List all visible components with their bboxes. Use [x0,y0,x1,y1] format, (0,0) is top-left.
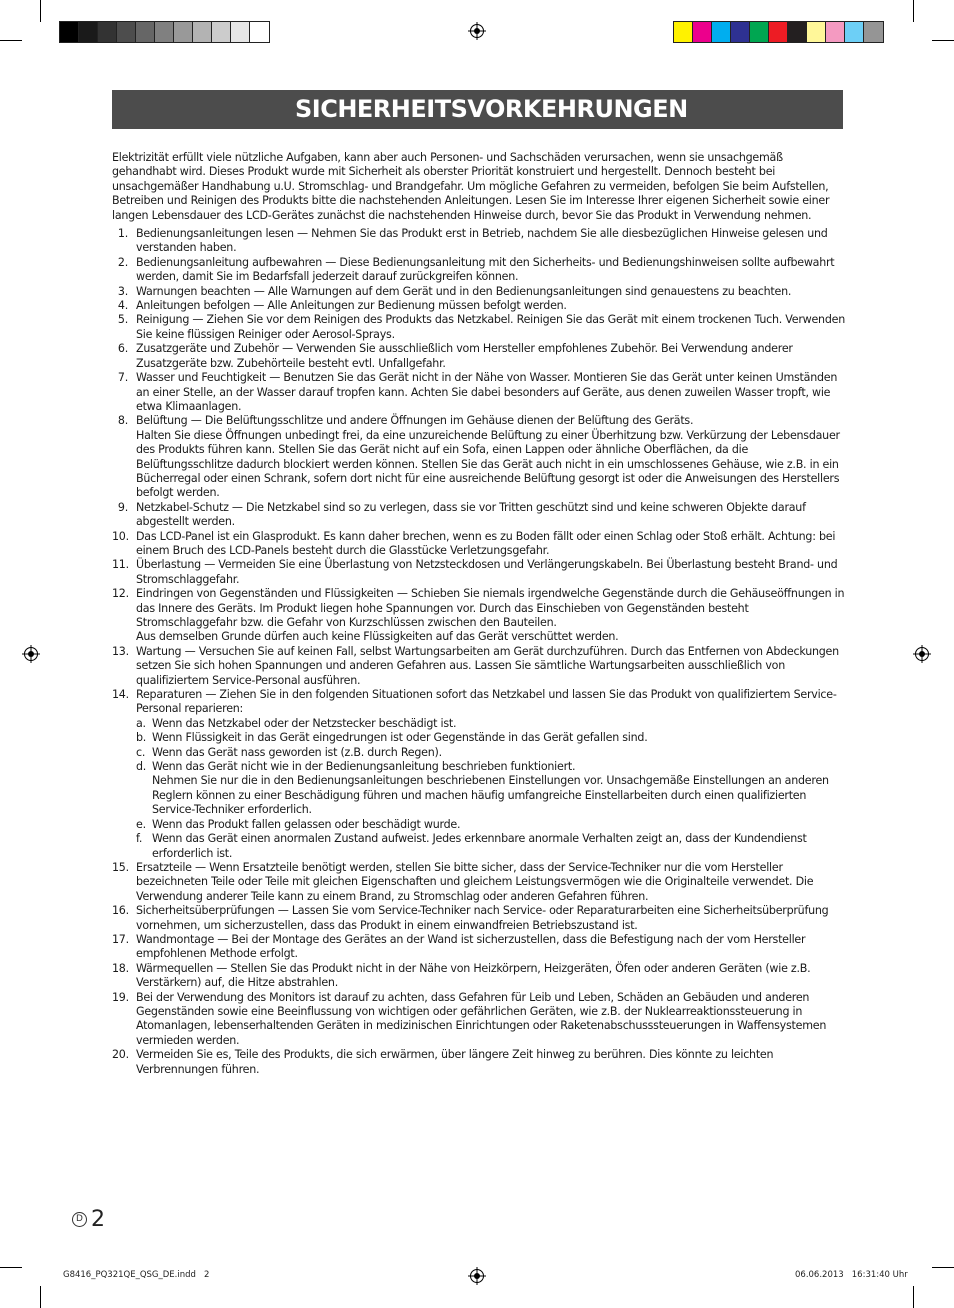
color-swatch [712,22,731,42]
item-number: 15. [112,860,129,874]
sub-list-item [136,746,847,760]
item-text: Belüftung — Die Belüftungsschlitze und andere Öffnungen im Gehäuse dienen der Belüftung des Geräts. [136,414,694,428]
crop-mark [40,0,41,22]
list-item [112,285,847,299]
safety-content [112,151,847,1077]
color-swatch [155,22,174,42]
registration-mark-icon [468,1267,486,1285]
section-title-bar [112,90,843,129]
color-swatch [750,22,769,42]
sub-item-text: Wenn Flüssigkeit in das Gerät eingedrungen ist oder Gegenstände in das Gerät gefallen sind. [152,731,648,745]
list-item [112,587,847,645]
list-item [112,558,847,587]
item-text: Wartung — Versuchen Sie auf keinen Fall, selbst Wartungsarbeiten am Gerät durchzuführen. Durch das Entfernen von Abdeckungen setzen Sie sich hohen Spannungen und anderen Gefahren aus. Lassen Sie sämtliche Wartungsarbeiten ausschließlich von qualifiziertem Service-Personal ausführen. [136,644,839,687]
item-text: Wasser und Feuchtigkeit — Benutzen Sie das Gerät nicht in der Nähe von Wasser. Montieren Sie das Gerät unter keinen Umständen an einer Stelle, an der Wasser darauf tropfen kann. Achten Sie dabei besonders auf Geräte, aus denen zuweilen Wasser tropft, wie etwa Klimaanlagen. [136,371,838,413]
color-swatch [117,22,136,42]
item-text: Sicherheitsüberprüfungen — Lassen Sie vom Service-Techniker nach Service- oder Reparaturarbeiten eine Sicherheitsüberprüfung vornehmen, um sicherzustellen, dass das Produkt in einem einwandfreien Betriebszustand ist. [136,904,829,932]
color-swatch [864,22,883,42]
sub-item-text: Wenn das Gerät nass geworden ist (z.B. durch Regen). [152,745,442,759]
list-item [112,688,847,861]
language-badge: D [72,1212,87,1227]
safety-list [112,227,847,1077]
item-text: Bedienungsanleitungen lesen — Nehmen Sie das Produkt erst in Betrieb, nachdem Sie alle diesbezüglichen Hinweise gelesen und verstanden haben. [136,227,828,255]
item-number: 14. [112,688,129,702]
list-item [112,342,847,371]
item-number: 12. [112,587,129,601]
color-swatch [231,22,250,42]
color-swatch [98,22,117,42]
registration-mark-icon [913,645,931,663]
list-item [112,1048,847,1077]
grayscale-calibration-bar [59,21,270,43]
color-swatch [212,22,231,42]
registration-mark-icon [468,22,486,40]
color-swatch [174,22,193,42]
crop-mark [0,1267,22,1268]
crop-mark [932,1267,954,1268]
sub-list [136,717,847,861]
list-item [112,299,847,313]
item-number: 4. [117,299,128,313]
list-item [112,645,847,688]
crop-mark [40,1286,41,1308]
print-timestamp: 06.06.2013 16:31:40 Uhr [795,1270,908,1280]
item-number: 2. [117,255,128,269]
sub-item-text: Wenn das Gerät nicht wie in der Bedienungsanleitung beschrieben funktioniert. [152,760,576,774]
item-text: Wandmontage — Bei der Montage des Gerätes an der Wand ist sicherzustellen, dass die Befestigung nach der vom Hersteller empfohlenen Methode erfolgt. [136,932,806,961]
list-item [112,861,847,904]
item-text: Netzkabel-Schutz — Die Netzkabel sind so zu verlegen, dass sie vor Tritten geschützt sind und keine schweren Objekte darauf abgestellt werden. [136,500,806,529]
item-text: Reinigung — Ziehen Sie vor dem Reinigen des Produkts das Netzkabel. Reinigen Sie das Gerät mit einem trockenen Tuch. Verwenden Sie keine flüssigen Reiniger oder Aerosol-Sprays. [136,313,845,341]
sub-item-letter: c. [136,745,146,759]
item-number: 9. [117,500,128,514]
sub-list-item [136,731,847,745]
item-number: 7. [117,371,128,385]
crop-mark [913,0,914,22]
list-item [112,962,847,991]
item-number: 18. [112,961,129,975]
item-text: Anleitungen befolgen — Alle Anleitungen zur Bedienung müssen befolgt werden. [136,299,567,313]
list-item [112,501,847,530]
list-item [112,414,847,500]
item-number: 17. [112,932,129,946]
crop-mark [0,40,22,41]
page-number: 2 [91,1207,105,1232]
intro-paragraph: Elektrizität erfüllt viele nützliche Aufgaben, kann aber auch Personen- und Sachschäden verursachen, wenn sie unsachgemäß gehandhabt wird. Dieses Produkt wurde mit Sicherheit als oberster Priorität konstruiert und hergestellt. Dennoch besteht bei unsachgemäßer Handhabung u.U. Stromschlag- und Brandgefahr. Um mögliche Gefahren zu vermeiden, befolgen Sie beim Aufstellen, Betreiben und Reinigen des Produkts bitte die nachstehenden Anleitungen. Lesen Sie im Interesse Ihrer eigenen Sicherheit sowie einer langen Lebensdauer des LCD-Gerätes zunächst die nachstehenden Hinweise durch, bevor Sie das Produkt in Verwendung nehmen. [112,151,830,222]
list-item [112,313,847,342]
item-number: 1. [117,227,128,241]
color-swatch [826,22,845,42]
color-swatch [136,22,155,42]
item-text: Bedienungsanleitung aufbewahren — Diese Bedienungsanleitung mit den Sicherheits- und Bedienungshinweisen sollte aufbewahrt werden, damit Sie im Bedarfsfall jederzeit darauf zurückgreifen können. [136,255,835,284]
color-swatch [693,22,712,42]
sub-item-letter: f. [136,832,143,846]
item-number: 6. [117,342,128,356]
color-swatch [845,22,864,42]
color-swatch [788,22,807,42]
item-text-continued: Halten Sie diese Öffnungen unbedingt frei, da eine unzureichende Belüftung zu einer Überhitzung bzw. Verkürzung der Lebensdauer des Produkts führen kann. Stellen Sie das Gerät nicht auf ein Sofa, einen Lappen oder ähnliche Oberflächen, da die Belüftungsschlitze dadurch blockiert werden können. Stellen Sie das Gerät auch nicht in ein umschlossenes Gehäuse, wie z.B. in ein Bücherregal oder einen Schrank, sofern dort nicht für eine ausreichende Belüftung gesorgt ist oder die Anweisungen des Herstellers befolgt werden. [136,428,840,500]
item-text: Reparaturen — Ziehen Sie in den folgenden Situationen sofort das Netzkabel und lassen Sie das Produkt von qualifiziertem Service-Personal reparieren: [136,688,837,716]
item-number: 11. [112,558,129,572]
item-text: Bei der Verwendung des Monitors ist darauf zu achten, dass Gefahren für Leib und Leben, Schäden an Gebäuden und anderen Gegenständen sowie eine Beeinflussung von wichtigen oder gefährlichen Geräten, wie z.B. der Nuklearreaktionssteuerung in Atomanlagen, lebenserhaltenden Geräten in medizinischen Einrichtungen oder Raketenabschusssteuerungen in Waffensystemen vermieden werden. [136,990,827,1047]
item-number: 19. [112,990,129,1004]
color-swatch [60,22,79,42]
sub-list-item [136,832,847,861]
item-text: Zusatzgeräte und Zubehör — Verwenden Sie ausschließlich vom Hersteller empfohlenes Zubehör. Bei Verwendung anderer Zusatzgeräte bzw. Zubehörteile besteht evtl. Unfallgefahr. [136,342,793,370]
item-text: Eindringen von Gegenständen und Flüssigkeiten — Schieben Sie niemals irgendwelche Gegenstände durch die Gehäuseöffnungen in das Innere des Geräts. Im Produkt liegen hohe Spannungen vor. Durch das Einschieben von Gegenständen besteht Stromschlaggefahr bzw. die Gefahr von Kurzschlüssen zwischen den Bauteilen. [136,587,845,629]
sub-item-letter: a. [136,716,146,730]
crop-mark [932,40,954,41]
item-number: 3. [117,284,128,298]
list-item [112,371,847,414]
item-number: 5. [117,313,128,327]
sub-list-item [136,760,847,818]
sub-item-letter: d. [136,760,147,774]
item-number: 20. [112,1048,129,1062]
color-swatch [674,22,693,42]
item-text: Warnungen beachten — Alle Warnungen auf dem Gerät und in den Bedienungsanleitungen sind genauestens zu beachten. [136,284,792,298]
color-swatch [193,22,212,42]
color-swatch [731,22,750,42]
sub-item-letter: b. [136,731,147,745]
list-item [112,256,847,285]
sub-item-text: Wenn das Netzkabel oder der Netzstecker beschädigt ist. [152,716,457,730]
item-number: 13. [112,644,129,658]
registration-mark-icon [22,645,40,663]
list-item [112,227,847,256]
color-calibration-bar [673,21,884,43]
item-number: 8. [117,414,128,428]
item-text: Vermeiden Sie es, Teile des Produkts, die sich erwärmen, über längere Zeit hinweg zu berühren. Dies könnte zu leichten Verbrennungen führen. [136,1048,774,1076]
sub-item-text-continued: Nehmen Sie nur die in den Bedienungsanleitungen beschriebenen Einstellungen vor. Unsachgemäße Einstellungen an anderen Reglern können zu einer Beschädigung führen und machen häufig umfangreiche Einstellarbeiten durch einen qualifizierten Service-Techniker erforderlich. [152,774,829,817]
item-text: Wärmequellen — Stellen Sie das Produkt nicht in der Nähe von Heizkörpern, Heizgeräten, Öfen oder anderen Geräten (wie z.B. Verstärkern) auf, die Hitze abstrahlen. [136,961,811,990]
color-swatch [79,22,98,42]
sub-list-item [136,717,847,731]
item-number: 10. [112,529,129,543]
item-text-continued: Aus demselben Grunde dürfen auch keine Flüssigkeiten auf das Gerät verschüttet werden. [136,630,619,644]
sub-list-item [136,818,847,832]
crop-mark [913,1286,914,1308]
list-item [112,530,847,559]
page-number-block [72,1207,105,1232]
list-item [112,904,847,933]
item-text: Überlastung — Vermeiden Sie eine Überlastung von Netzsteckdosen und Verlängerungskabeln. Bei Überlastung besteht Brand- und Stromschlaggefahr. [136,558,838,586]
list-item [112,933,847,962]
page-title: SICHERHEITSVORKEHRUNGEN [295,95,688,123]
item-number: 16. [112,904,129,918]
sub-item-letter: e. [136,817,146,831]
file-info: G8416_PQ321QE_QSG_DE.indd 2 [63,1270,210,1280]
color-swatch [250,22,269,42]
list-item [112,991,847,1049]
item-text: Das LCD-Panel ist ein Glasprodukt. Es kann daher brechen, wenn es zu Boden fällt oder einen Schlag oder Stoß erhält. Achtung: bei einem Bruch des LCD-Panels besteht durch die Glasstücke Verletzungsgefahr. [136,529,836,557]
sub-item-text: Wenn das Produkt fallen gelassen oder beschädigt wurde. [152,817,461,831]
color-swatch [769,22,788,42]
sub-item-text: Wenn das Gerät einen anormalen Zustand aufweist. Jedes erkennbare anormale Verhalten zeigt an, dass der Kundendienst erforderlich ist. [152,832,807,860]
color-swatch [807,22,826,42]
item-text: Ersatzteile — Wenn Ersatzteile benötigt werden, stellen Sie bitte sicher, dass der Service-Techniker nur die vom Hersteller bezeichneten Teile oder Teile mit gleichen Eigenschaften und gleichem Leistungsvermögen wie die Originalteile verwendet. Die Verwendung anderer Teile kann zu einem Brand, zu Stromschlag oder anderen Gefahren führen. [136,860,814,903]
